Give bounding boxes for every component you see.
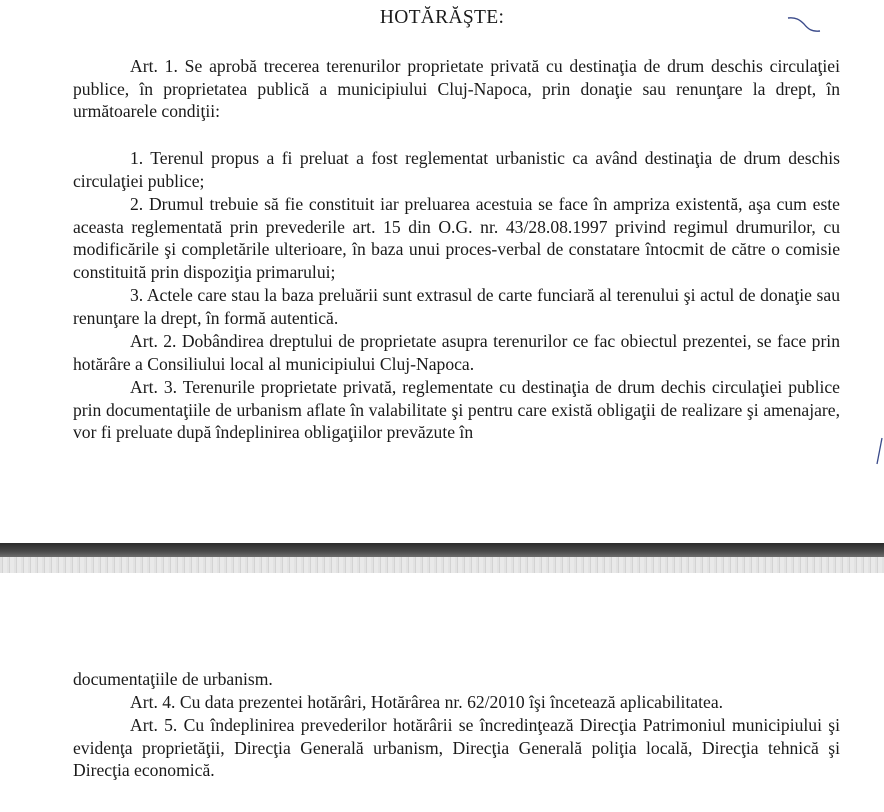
article-3-continuation: documentaţiile de urbanism. [73, 669, 273, 689]
article-5: Art. 5. Cu îndeplinirea prevederilor hotărârii se încredinţează Direcţia Patrimoniul municipiului şi evidenţa proprietăţii, Direcţia Generală urbanism, Direcţia Generală poliţia locală, Direcţia tehnică şi Direcţia economică. [73, 715, 840, 781]
condition-1: 1. Terenul propus a fi preluat a fost reglementat urbanistic ca având destinaţia de drum deschis circulaţiei publice; [73, 148, 840, 191]
page-break-scan-edge [0, 557, 884, 573]
pen-stroke-mark [786, 14, 826, 36]
article-4: Art. 4. Cu data prezentei hotărâri, Hotărârea nr. 62/2010 îşi încetează aplicabilitatea. [130, 692, 724, 712]
article-1: Art. 1. Se aprobă trecerea terenurilor proprietate privată cu destinaţia de drum deschis circulaţiei publice, în proprietatea publică a municipiului Cluj-Napoca, prin donaţie sau renunţare la drept, în următoarele condiţii: [73, 56, 840, 122]
condition-2: 2. Drumul trebuie să fie constituit iar preluarea acestuia se face în ampriza existentă, aşa cum este aceasta reglementată prin prevederile art. 15 din O.G. nr. 43/28.08.1997 privind regimul drumurilor, cu modificările şi completările ulterioare, în baza unui proces-verbal de constatare întocmit de către o comisie constituită prin dispoziţia primarului; [73, 194, 840, 282]
margin-pen-mark [874, 436, 884, 466]
page-break-shadow [0, 543, 884, 557]
article-2: Art. 2. Dobândirea dreptului de proprietate asupra terenurilor ce fac obiectul prezentei, se face prin hotărâre a Consiliului local al municipiului Cluj-Napoca. [73, 331, 840, 374]
condition-3: 3. Actele care stau la baza preluării sunt extrasul de carte funciară al terenului şi actul de donaţie sau renunţare la drept, în formă autentică. [73, 285, 840, 328]
document-heading: HOTĂRĂŞTE: [379, 7, 505, 28]
article-3: Art. 3. Terenurile proprietate privată, reglementate cu destinaţia de drum dechis circulaţiei publice prin documentaţiile de urbanism aflate în valabilitate şi pentru care există obligaţii de realizare şi amenajare, vor fi preluate după îndeplinirea obligaţiilor prevăzute în [73, 377, 840, 443]
